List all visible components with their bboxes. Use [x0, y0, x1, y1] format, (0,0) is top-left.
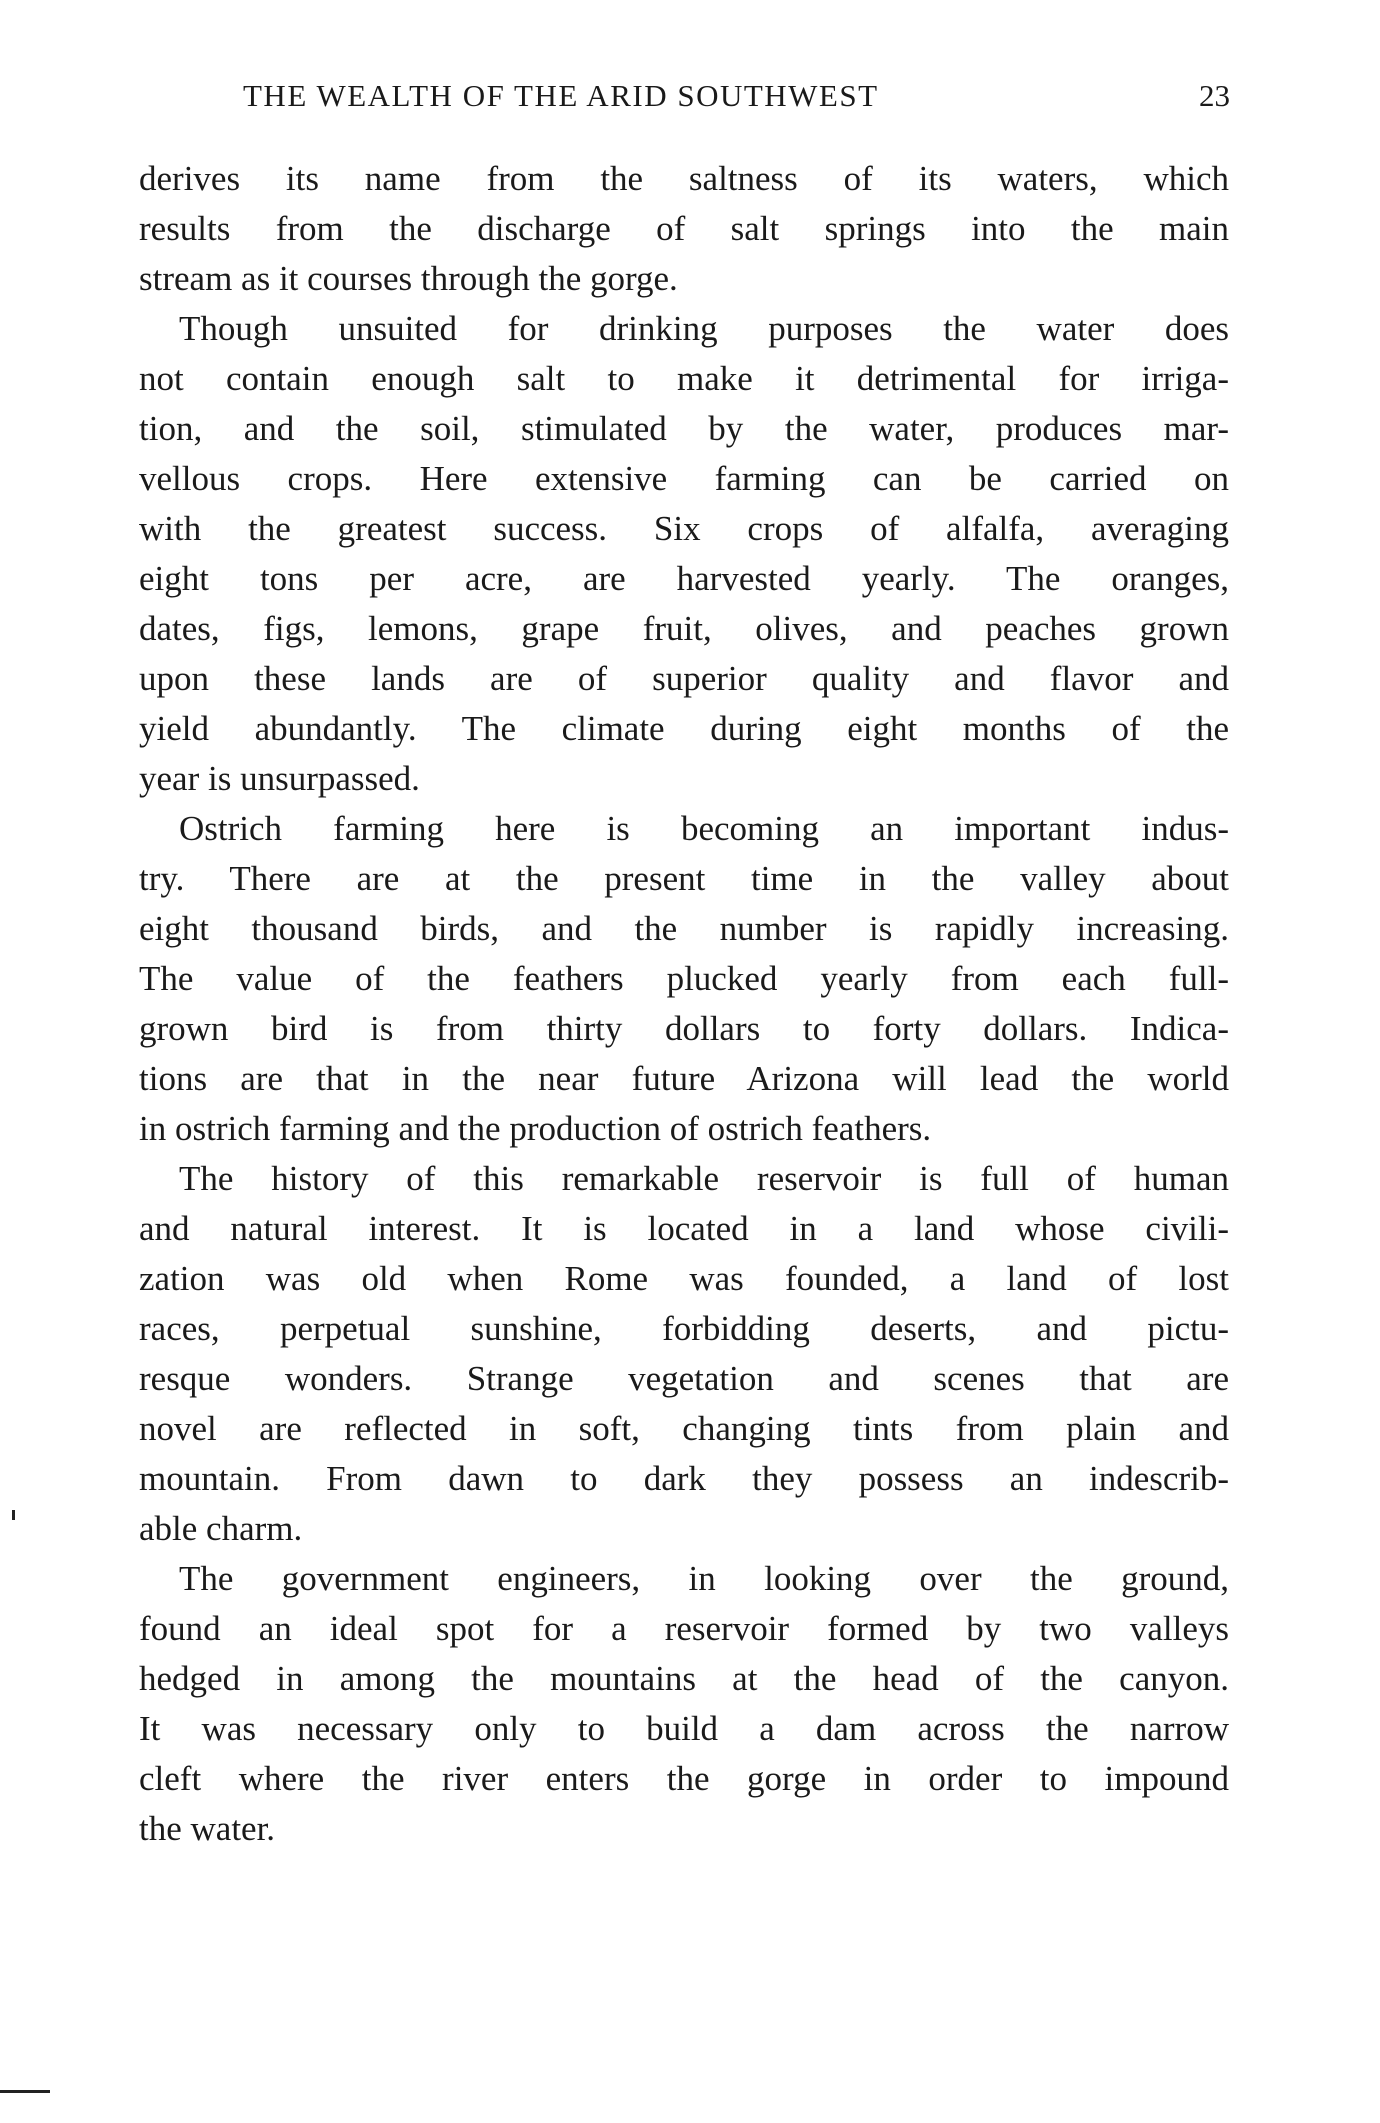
paragraph [139, 804, 1229, 1154]
text-line: able charm. [139, 1509, 303, 1548]
text-line: Though unsuited for drinking purposes the water does [179, 309, 1229, 348]
text-line: with the greatest success. Six crops of alfalfa, averaging [139, 509, 1229, 548]
text-line: results from the discharge of salt springs into the main [139, 209, 1229, 248]
text-line: eight thousand birds, and the number is rapidly increasing. [139, 909, 1229, 948]
text-line: the water. [139, 1809, 276, 1848]
text-line: vellous crops. Here extensive farming can be carried on [139, 459, 1229, 498]
text-line: tions are that in the near future Arizona will lead the world [139, 1059, 1229, 1098]
text-line: zation was old when Rome was founded, a land of lost [139, 1259, 1229, 1298]
text-line: not contain enough salt to make it detrimental for irriga- [139, 359, 1229, 398]
text-line: novel are reflected in soft, changing tints from plain and [139, 1409, 1229, 1448]
running-header [243, 78, 1230, 122]
text-line: and natural interest. It is located in a land whose civili- [139, 1209, 1229, 1248]
text-line: mountain. From dawn to dark they possess an indescrib- [139, 1459, 1229, 1498]
text-line: eight tons per acre, are harvested yearly. The oranges, [139, 559, 1229, 598]
text-line: found an ideal spot for a reservoir formed by two valleys [139, 1609, 1229, 1648]
running-title: THE WEALTH OF THE ARID SOUTHWEST [243, 78, 879, 113]
paragraph [139, 304, 1229, 804]
text-line: try. There are at the present time in the valley about [139, 859, 1229, 898]
text-line: resque wonders. Strange vegetation and scenes that are [139, 1359, 1229, 1398]
text-line: It was necessary only to build a dam across the narrow [139, 1709, 1229, 1748]
scan-mark [0, 2090, 50, 2093]
text-line: Ostrich farming here is becoming an important indus- [179, 809, 1229, 848]
paragraph [139, 1554, 1229, 1854]
text-line: in ostrich farming and the production of ostrich feathers. [139, 1109, 932, 1148]
page-number: 23 [1199, 78, 1230, 113]
scan-mark [12, 1510, 15, 1520]
text-line: hedged in among the mountains at the head of the canyon. [139, 1659, 1229, 1698]
paragraph [139, 154, 1229, 304]
text-line: The value of the feathers plucked yearly from each full- [139, 959, 1229, 998]
text-line: tion, and the soil, stimulated by the water, produces mar- [139, 409, 1229, 448]
text-line: The history of this remarkable reservoir is full of human [179, 1159, 1229, 1198]
text-line: yield abundantly. The climate during eight months of the [139, 709, 1229, 748]
text-line: year is unsurpassed. [139, 759, 420, 798]
text-line: grown bird is from thirty dollars to forty dollars. Indica- [139, 1009, 1229, 1048]
paragraph [139, 1154, 1229, 1554]
text-line: races, perpetual sunshine, forbidding deserts, and pictu- [139, 1309, 1229, 1348]
text-line: The government engineers, in looking over the ground, [179, 1559, 1229, 1598]
text-line: derives its name from the saltness of its waters, which [139, 159, 1229, 198]
text-line: cleft where the river enters the gorge in order to impound [139, 1759, 1229, 1798]
text-line: stream as it courses through the gorge. [139, 259, 678, 298]
text-line: dates, figs, lemons, grape fruit, olives, and peaches grown [139, 609, 1229, 648]
page-body [139, 154, 1229, 1854]
text-line: upon these lands are of superior quality and flavor and [139, 659, 1229, 698]
